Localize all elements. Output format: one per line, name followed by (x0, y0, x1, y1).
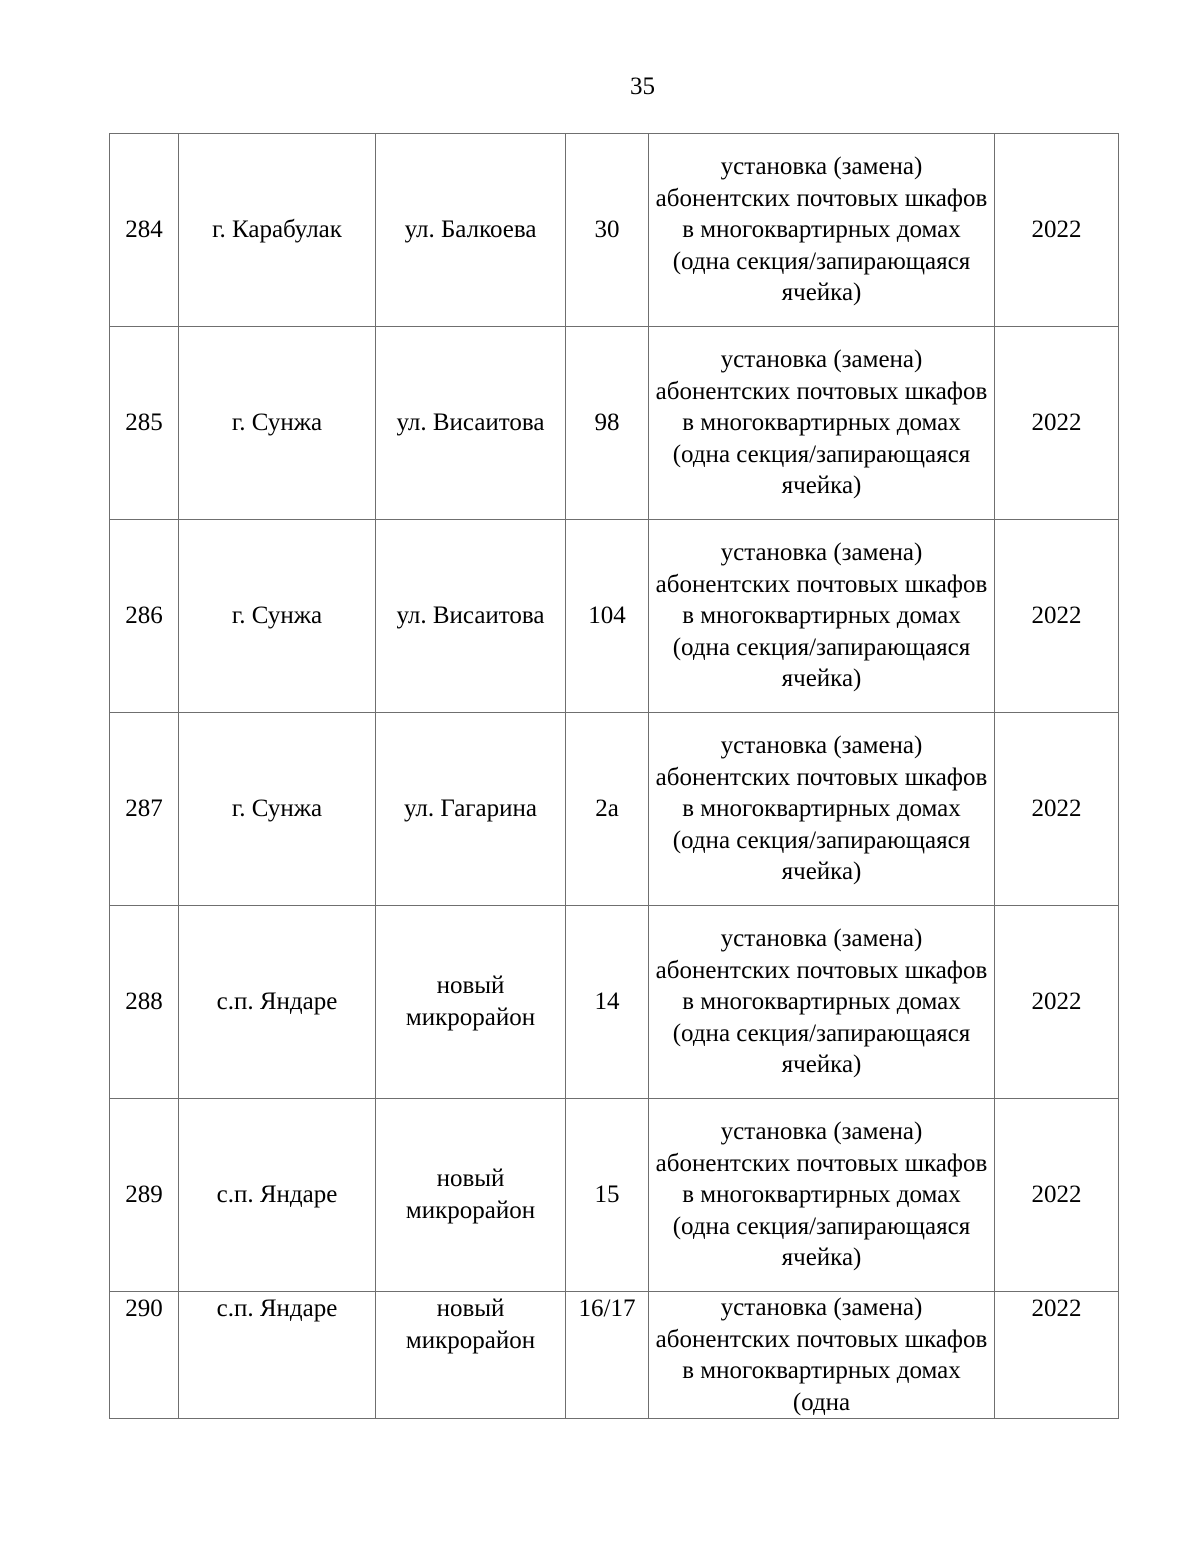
year-cell: 2022 (995, 520, 1119, 713)
house-number-cell: 15 (566, 1099, 649, 1292)
street-cell: ул. Гагарина (376, 713, 566, 906)
locality-cell: г. Карабулак (179, 134, 376, 327)
table-row (110, 906, 1119, 1099)
row-number-cell: 288 (110, 906, 179, 1099)
street-cell: новый микрорайон (376, 1099, 566, 1292)
row-number-cell: 284 (110, 134, 179, 327)
locality-cell: г. Сунжа (179, 327, 376, 520)
table-row (110, 1292, 1119, 1419)
table-row (110, 1099, 1119, 1292)
table-row (110, 713, 1119, 906)
work-description-cell: установка (замена) абонентских почтовых шкафов в многоквартирных домах (одна секция/запирающаяся ячейка) (649, 134, 995, 327)
year-cell: 2022 (995, 906, 1119, 1099)
year-cell: 2022 (995, 1292, 1119, 1419)
street-cell: ул. Висаитова (376, 327, 566, 520)
house-number-cell: 30 (566, 134, 649, 327)
work-description-cell: установка (замена) абонентских почтовых шкафов в многоквартирных домах (одна секция/запирающаяся ячейка) (649, 1099, 995, 1292)
locality-cell: с.п. Яндаре (179, 1099, 376, 1292)
work-description-cell: установка (замена) абонентских почтовых шкафов в многоквартирных домах (одна секция/запирающаяся ячейка) (649, 906, 995, 1099)
house-number-cell: 2а (566, 713, 649, 906)
table-row (110, 520, 1119, 713)
work-description-cell: установка (замена) абонентских почтовых шкафов в многоквартирных домах (одна секция/запирающаяся ячейка) (649, 713, 995, 906)
street-cell: новый микрорайон (376, 1292, 566, 1419)
row-number-cell: 289 (110, 1099, 179, 1292)
year-cell: 2022 (995, 327, 1119, 520)
locality-cell: с.п. Яндаре (179, 906, 376, 1099)
street-cell: новый микрорайон (376, 906, 566, 1099)
work-description-cell: установка (замена) абонентских почтовых шкафов в многоквартирных домах (одна (649, 1292, 995, 1419)
year-cell: 2022 (995, 1099, 1119, 1292)
work-description-cell: установка (замена) абонентских почтовых шкафов в многоквартирных домах (одна секция/запирающаяся ячейка) (649, 327, 995, 520)
street-cell: ул. Балкоева (376, 134, 566, 327)
row-number-cell: 285 (110, 327, 179, 520)
row-number-cell: 286 (110, 520, 179, 713)
house-number-cell: 98 (566, 327, 649, 520)
work-description-cell: установка (замена) абонентских почтовых шкафов в многоквартирных домах (одна секция/запирающаяся ячейка) (649, 520, 995, 713)
year-cell: 2022 (995, 713, 1119, 906)
locality-cell: г. Сунжа (179, 520, 376, 713)
house-number-cell: 16/17 (566, 1292, 649, 1419)
house-number-cell: 14 (566, 906, 649, 1099)
table-row (110, 134, 1119, 327)
locality-cell: с.п. Яндаре (179, 1292, 376, 1419)
house-number-cell: 104 (566, 520, 649, 713)
table-row (110, 327, 1119, 520)
page-number: 35 (630, 73, 655, 100)
year-cell: 2022 (995, 134, 1119, 327)
locality-cell: г. Сунжа (179, 713, 376, 906)
row-number-cell: 290 (110, 1292, 179, 1419)
street-cell: ул. Висаитова (376, 520, 566, 713)
row-number-cell: 287 (110, 713, 179, 906)
works-table (109, 133, 1119, 1419)
